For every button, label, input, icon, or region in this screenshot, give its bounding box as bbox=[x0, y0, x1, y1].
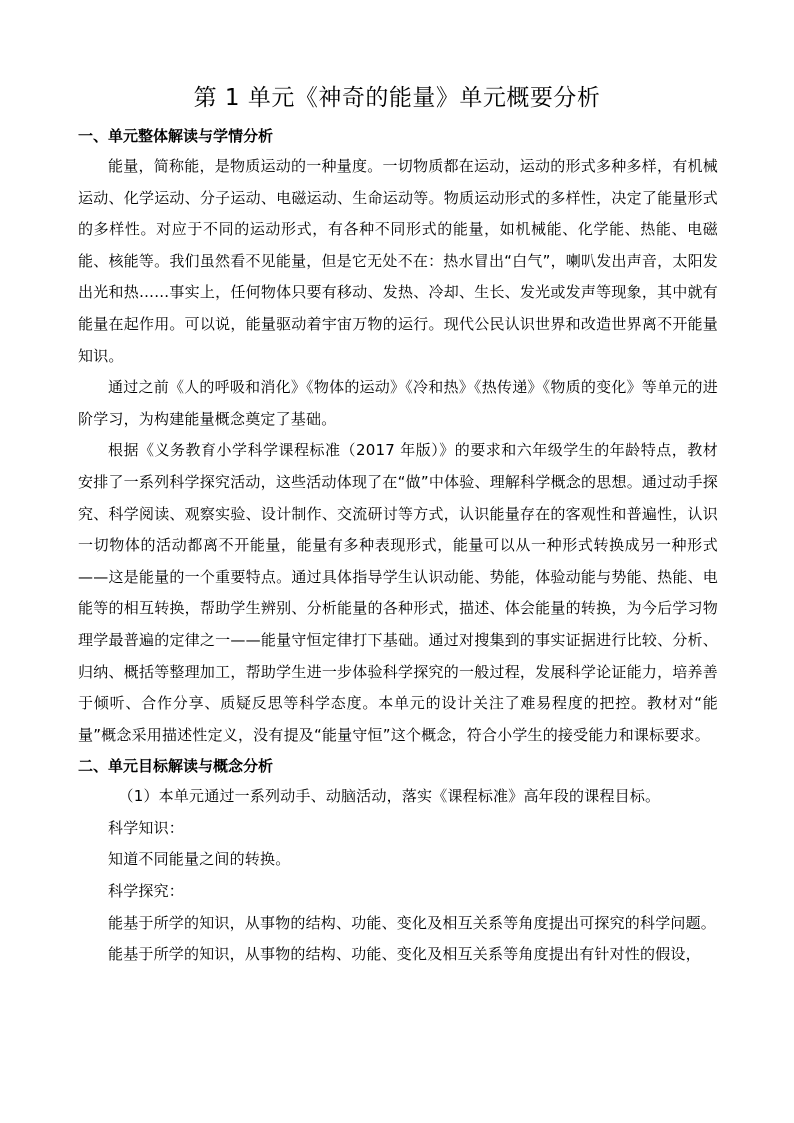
science-knowledge-text: 知道不同能量之间的转换。 bbox=[108, 850, 291, 869]
section-2-heading: 二、单元目标解读与概念分析 bbox=[78, 757, 274, 776]
section-1-paragraph-2: 通过之前《人的呼吸和消化》《物体的运动》《冷和热》《热传递》《物质的变化》等单元的进阶学习，为构建能量概念奠定了基础。 bbox=[78, 378, 718, 428]
section-2-item-1: （1）本单元通过一系列动手、动脑活动，落实《课程标准》高年段的课程目标。 bbox=[118, 787, 661, 806]
science-inquiry-paragraph-1: 能基于所学的知识，从事物的结构、功能、变化及相互关系等角度提出可探究的科学问题。 bbox=[108, 913, 717, 932]
section-1-paragraph-3: 根据《义务教育小学科学课程标准（2017 年版）》的要求和六年级学生的年龄特点，教材安排了一系列科学探究活动，这些活动体现了在“做”中体验、理解科学概念的思想。通过动手探究、科学阅读、观察实验、设计制作、交流研讨等方式，认识能量存在的客观性和普遍性，认识一切物体的活动都离不开能量，能量有多种表现形式，能量可以从一种形式转换成另一种形式——这是能量的一个重要特点。通过具体指导学生认识动能、势能，体验动能与势能、热能、电能等的相互转换，帮助学生辨别、分析能量的各种形式，描述、体会能量的转换，为今后学习物理学最普遍的定律之一——能量守恒定律打下基础。通过对搜集到的事实证据进行比较、分析、归纳、概括等整理加工，帮助学生进一步体验科学探究的一般过程，发展科学论证能力，培养善于倾听、合作分享、质疑反思等科学态度。本单元的设计关注了难易程度的把控。教材对“能量”概念采用描述性定义，没有提及“能量守恒”这个概念，符合小学生的接受能力和课标要求。 bbox=[78, 441, 718, 744]
document-body bbox=[78, 121, 718, 971]
section-1-paragraph-1: 能量，简称能，是物质运动的一种量度。一切物质都在运动，运动的形式多种多样，有机械运动、化学运动、分子运动、电磁运动、生命运动等。物质运动形式的多样性，决定了能量形式的多样性。对应于不同的运动形式，有各种不同形式的能量，如机械能、化学能、热能、电磁能、核能等。我们虽然看不见能量，但是它无处不在：热水冒出“白气”，喇叭发出声音，太阳发出光和热……事实上，任何物体只要有移动、发热、冷却、生长、发光或发声等现象，其中就有能量在起作用。可以说，能量驱动着宇宙万物的运行。现代公民认识世界和改造世界离不开能量知识。 bbox=[78, 157, 718, 365]
science-knowledge-label: 科学知识： bbox=[108, 818, 185, 837]
section-1-heading: 一、单元整体解读与学情分析 bbox=[78, 127, 274, 145]
document-title: 第 1 单元《神奇的能量》单元概要分析 bbox=[193, 85, 601, 111]
science-inquiry-label: 科学探究： bbox=[108, 882, 185, 901]
science-inquiry-paragraph-2: 能基于所学的知识，从事物的结构、功能、变化及相互关系等角度提出有针对性的假设， bbox=[108, 945, 701, 964]
